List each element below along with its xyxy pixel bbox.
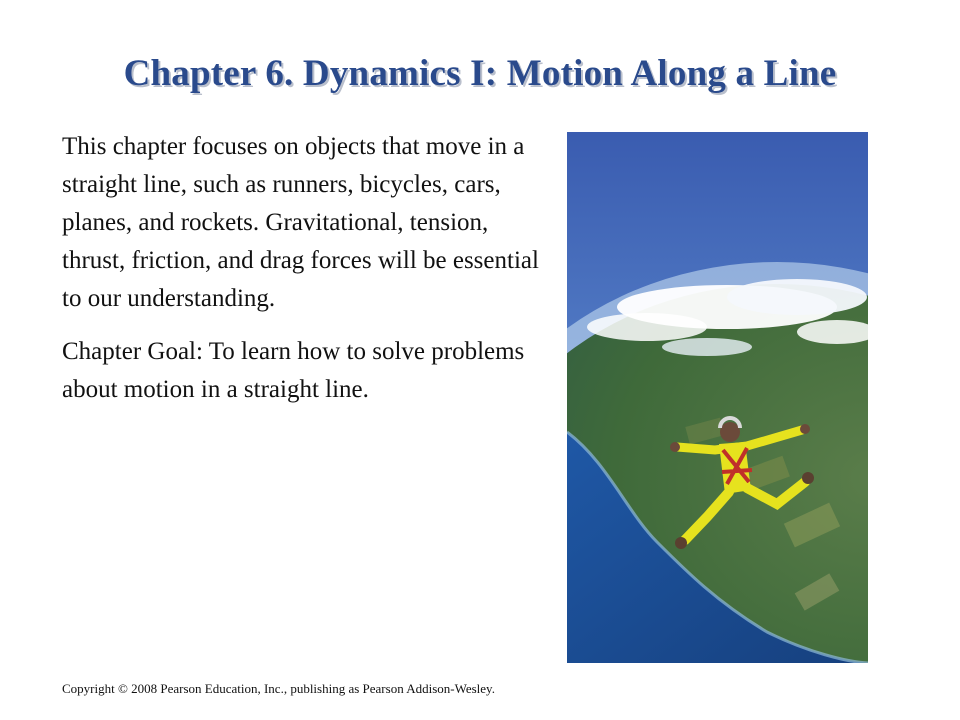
- skydiver-photo-image: [567, 132, 868, 663]
- body-text: [62, 128, 542, 424]
- copyright-notice: Copyright © 2008 Pearson Education, Inc., publishing as Pearson Addison-Wesley.: [62, 681, 495, 696]
- intro-paragraph: This chapter focuses on objects that move in a straight line, such as runners, bicycles, cars, planes, and rockets. Gravitational, tension, thrust, friction, and drag forces will be essential to our understanding.: [62, 133, 539, 312]
- slide-title: Chapter 6. Dynamics I: Motion Along a Line: [123, 53, 837, 94]
- goal-paragraph: Chapter Goal: To learn how to solve problems about motion in a straight line.: [62, 338, 525, 403]
- skydiver-photo: [567, 132, 868, 663]
